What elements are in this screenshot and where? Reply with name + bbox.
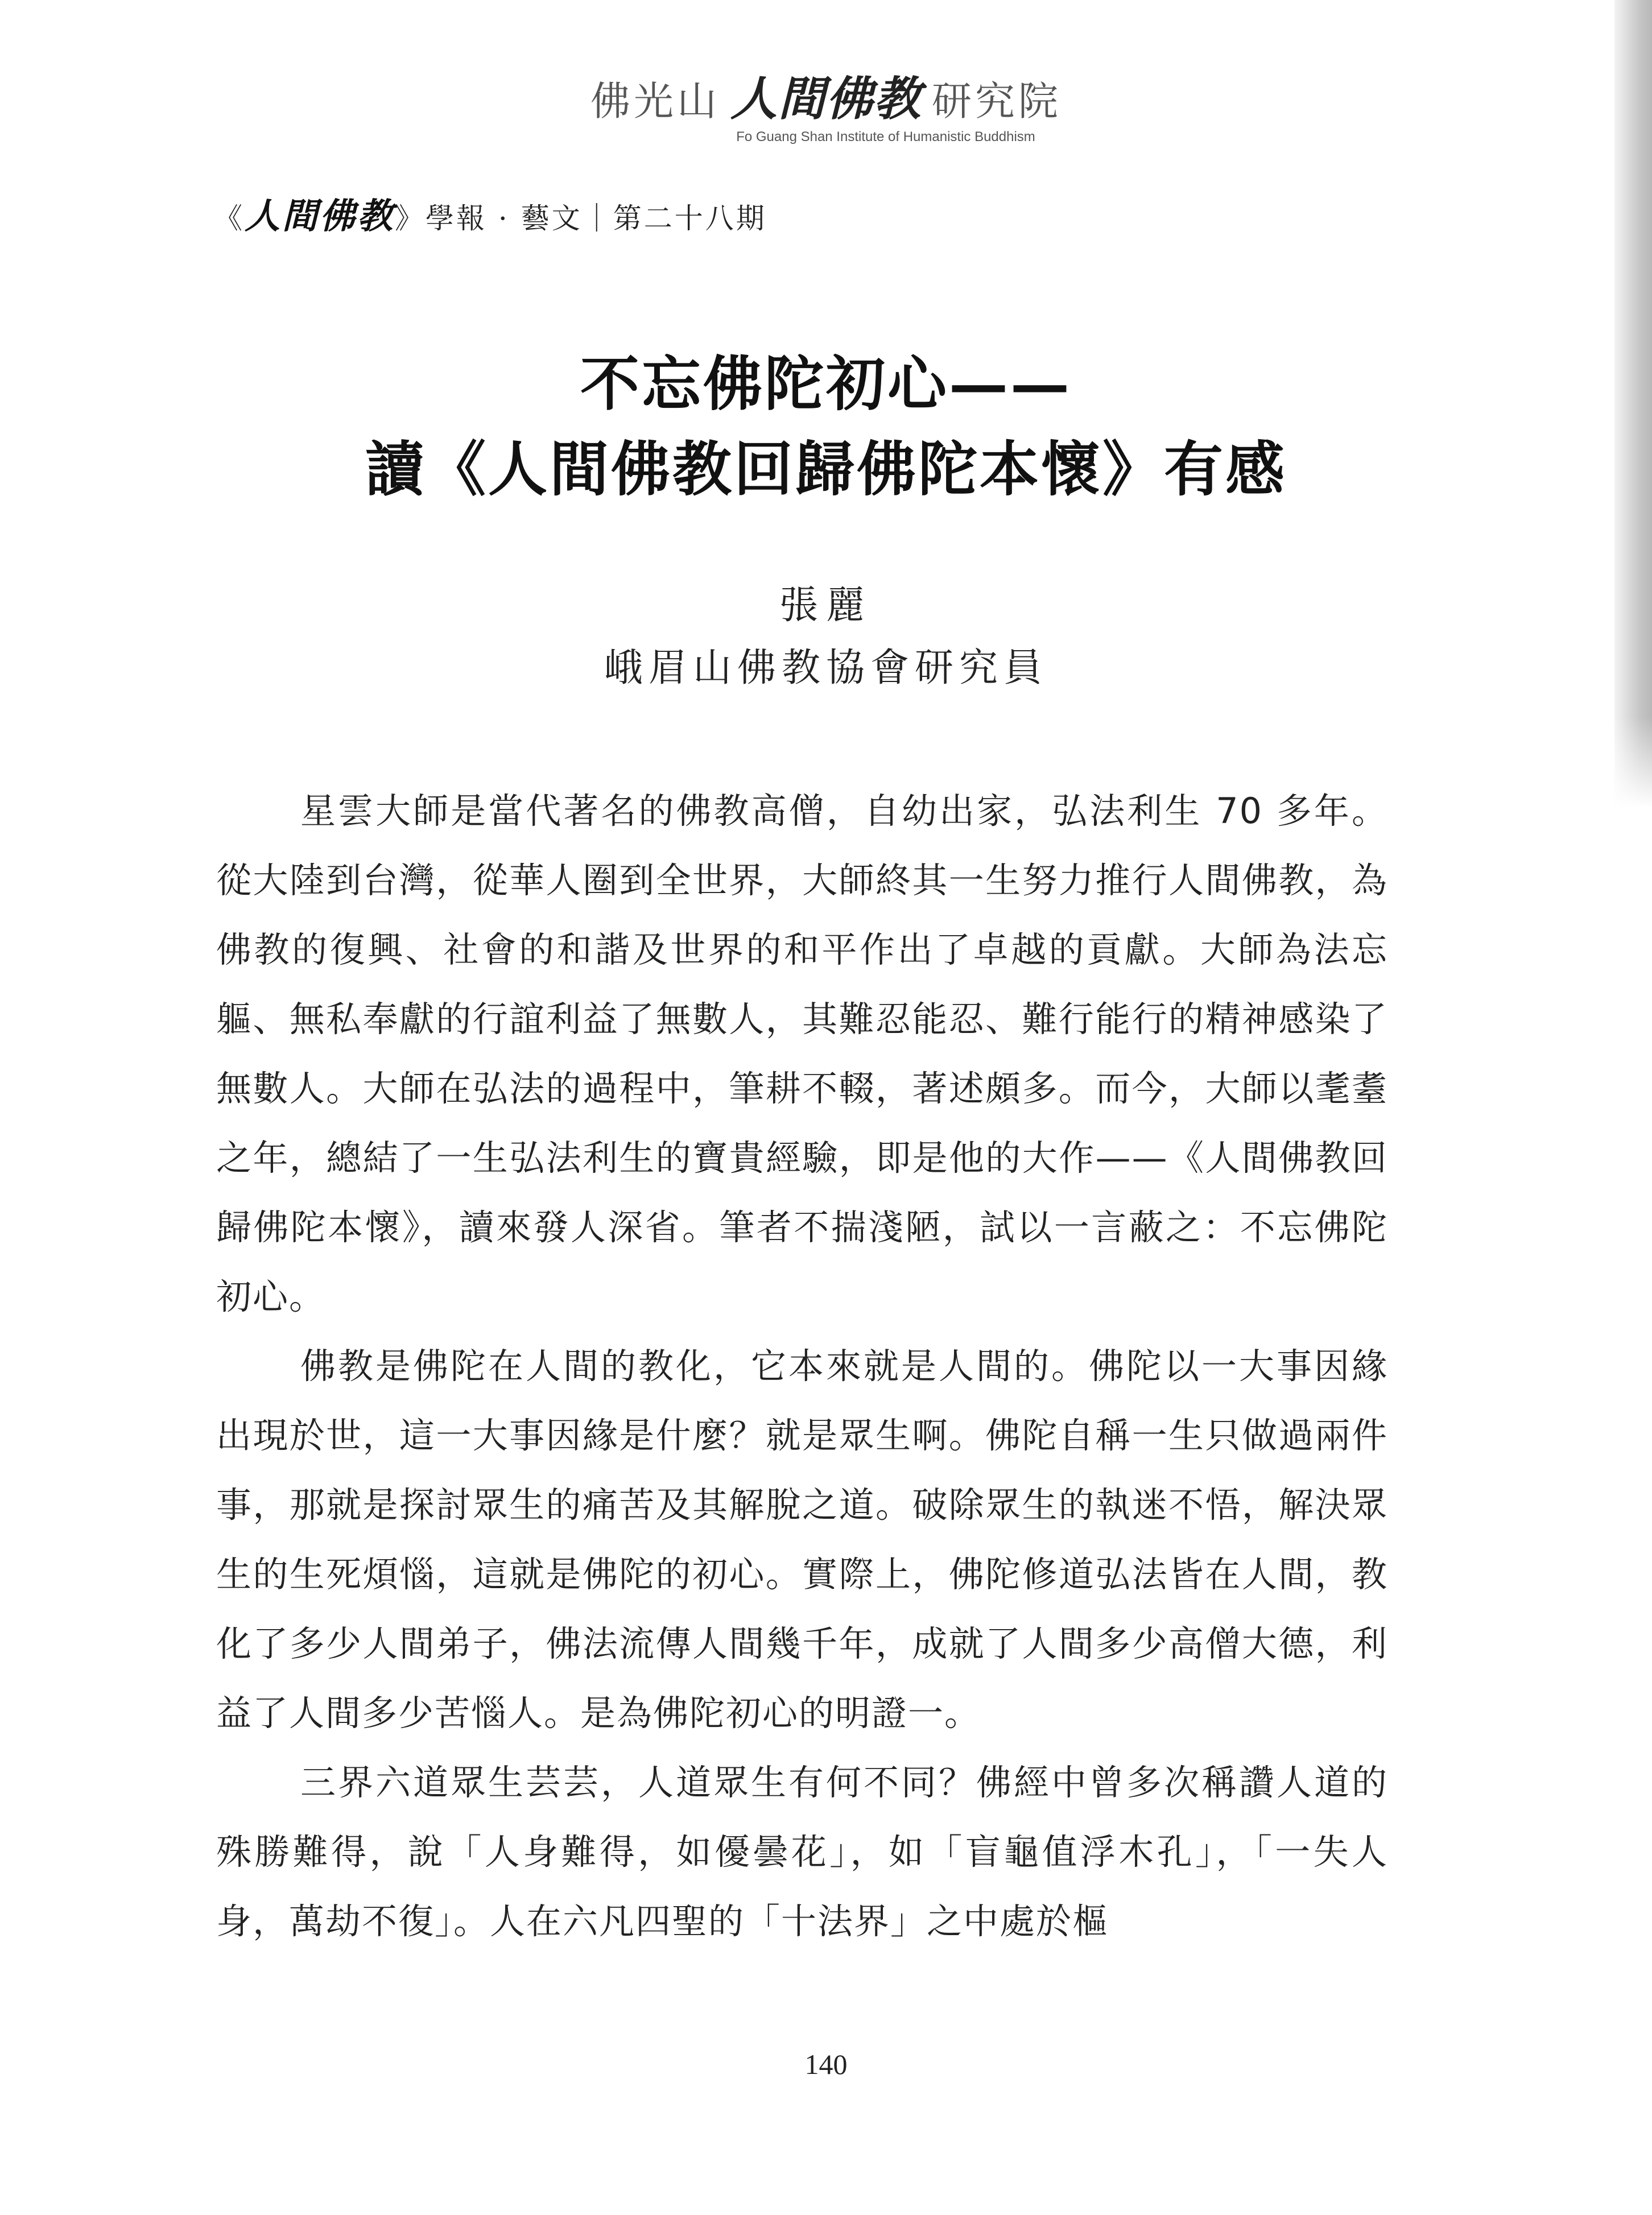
- article-title: [0, 341, 1652, 512]
- journal-open-bracket: 《: [214, 202, 245, 235]
- logo-left-text: 佛光山: [590, 78, 720, 125]
- article-body: [216, 776, 1388, 1956]
- logo-english-subtitle: Fo Guang Shan Institute of Humanistic Buddhism: [736, 129, 1035, 144]
- body-paragraph: 星雲大師是當代著名的佛教高僧，自幼出家，弘法利生 70 多年。從大陸到台灣，從華人圈到全世界，大師終其一生努力推行人間佛教，為佛教的復興、社會的和諧及世界的和平作出了卓越的貢獻。大師為法忘軀、無私奉獻的行誼利益了無數人，其難忍能忍、難行能行的精神感染了無數人。大師在弘法的過程中，筆耕不輟，著述頗多。而今，大師以耄耋之年，總結了一生弘法利生的寶貴經驗，即是他的大作——《人間佛教回歸佛陀本懷》，讀來發人深省。筆者不揣淺陋，試以一言蔽之：不忘佛陀初心。: [216, 790, 1388, 1317]
- journal-brand: 人間佛教: [245, 195, 395, 237]
- page-number: 140: [804, 2048, 848, 2080]
- author-info: [0, 575, 1652, 700]
- logo-wordmark: [0, 74, 1652, 127]
- title-line-1: 不忘佛陀初心——: [580, 349, 1072, 419]
- body-paragraph: 三界六道眾生芸芸，人道眾生有何不同？佛經中曾多次稱讚人道的殊勝難得，說「人身難得，如優曇花」，如「盲龜值浮木孔」，「一失人身，萬劫不復」。人在六凡四聖的「十法界」之中處於樞: [216, 1762, 1388, 1942]
- institute-logo: [0, 74, 1652, 145]
- logo-right-text: 研究院: [932, 78, 1062, 125]
- author-name: 張麗: [779, 583, 873, 628]
- logo-brush-text: 人間佛教: [730, 72, 922, 126]
- body-paragraph: 佛教是佛陀在人間的教化，它本來就是人間的。佛陀以一大事因緣出現於世，這一大事因緣是什麼？就是眾生啊。佛陀自稱一生只做過兩件事，那就是探討眾生的痛苦及其解脫之道。破除眾生的執迷不悟，解決眾生的生死煩惱，這就是佛陀的初心。實際上，佛陀修道弘法皆在人間，教化了多少人間弟子，佛法流傳人間幾千年，成就了人間多少高僧大德，利益了人間多少苦惱人。是為佛陀初心的明證一。: [216, 1345, 1388, 1734]
- journal-section-issue: 學報 · 藝文｜第二十八期: [426, 202, 767, 235]
- author-affiliation: 峨眉山佛教協會研究員: [604, 646, 1048, 691]
- journal-close-bracket: 》: [395, 202, 426, 235]
- title-line-2: 讀《人間佛教回歸佛陀本懷》有感: [365, 434, 1287, 504]
- journal-running-header: [214, 193, 767, 241]
